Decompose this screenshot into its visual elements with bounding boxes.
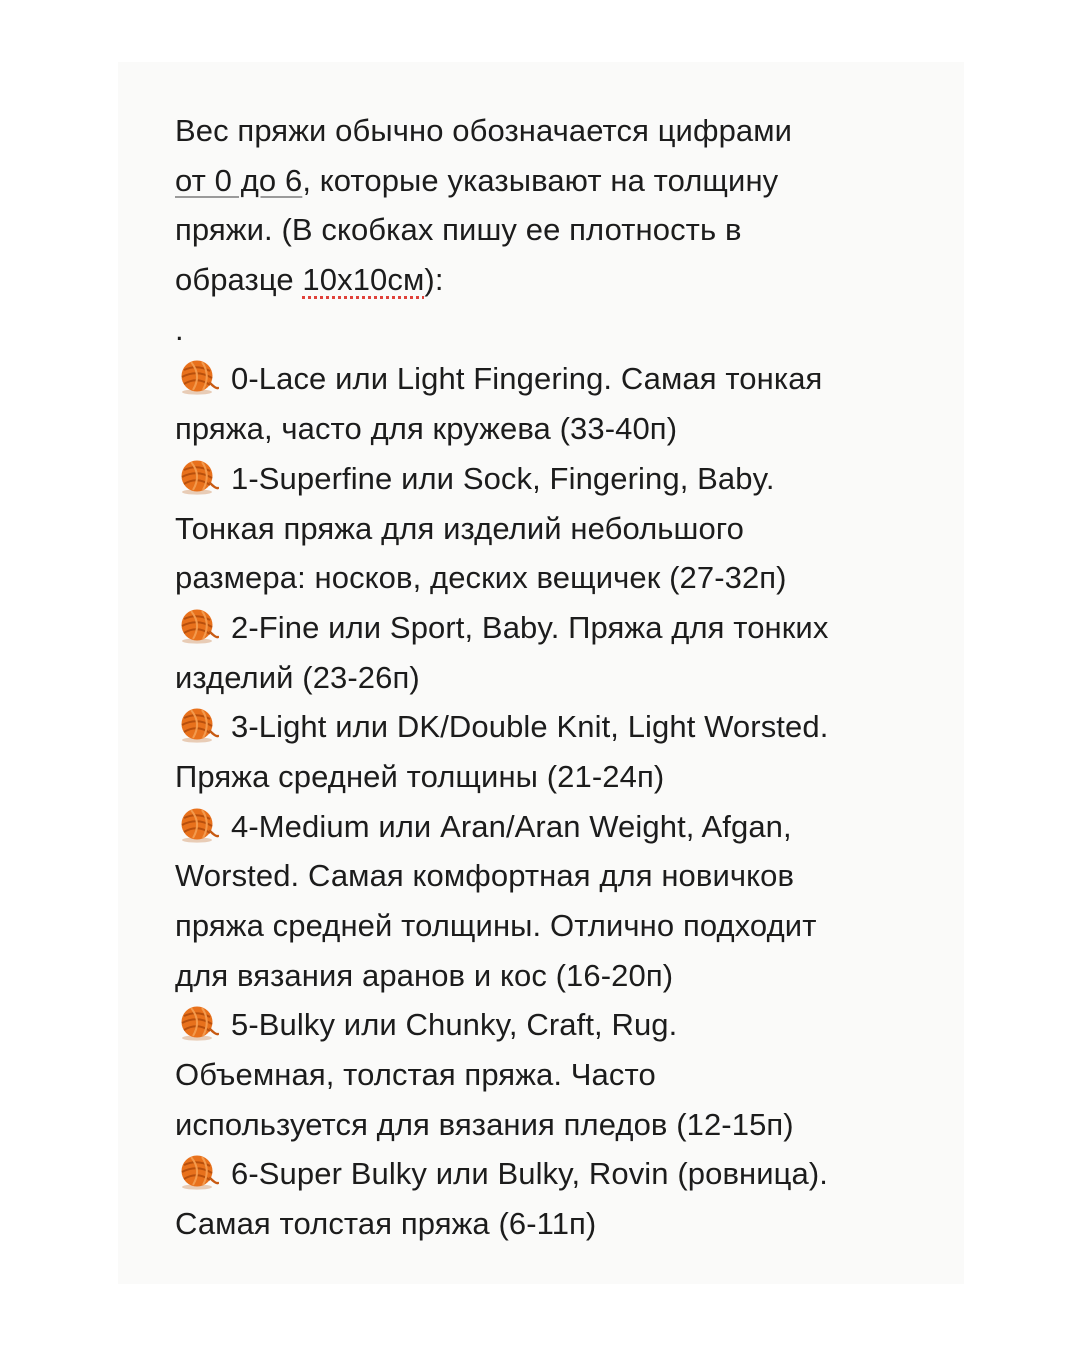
intro-line-5: .	[175, 311, 184, 347]
yarn-ball-icon	[175, 459, 219, 495]
intro-line-4	[175, 255, 935, 305]
list-item-cont: Тонкая пряжа для изделий небольшого	[175, 510, 744, 546]
list-item: 4-Medium или Aran/Aran Weight, Afgan,	[175, 802, 935, 852]
spellcheck-word[interactable]: 10х10см	[302, 262, 425, 298]
note-text	[175, 106, 935, 1249]
list-item: 6-Super Bulky или Bulky, Rovin (ровница).	[175, 1149, 935, 1199]
list-item-cont: Объемная, толстая пряжа. Часто	[175, 1057, 656, 1093]
intro-line-4-pre: образце	[175, 262, 303, 298]
list-item-cont: пряжа, часто для кружева (33-40п)	[175, 411, 678, 447]
yarn-ball-icon	[175, 807, 219, 843]
list-item: 1-Superfine или Sock, Fingering, Baby.	[175, 454, 935, 504]
intro-line-2	[175, 156, 935, 206]
list-item-cont: Пряжа средней толщины (21-24п)	[175, 758, 665, 794]
list-item-cont: для вязания аранов и кос (16-20п)	[175, 957, 674, 993]
list-item: 2-Fine или Sport, Baby. Пряжа для тонких	[175, 603, 935, 653]
yarn-ball-icon	[175, 359, 219, 395]
intro-line-4-post: ):	[424, 262, 444, 298]
list-item: 5-Bulky или Chunky, Craft, Rug.	[175, 1000, 935, 1050]
list-item: 0-Lace или Light Fingering. Самая тонкая	[175, 354, 935, 404]
list-item-cont: размера: носков, деских вещичек (27-32п)	[175, 560, 787, 596]
intro-line-1: Вес пряжи обычно обозначается цифрами	[175, 113, 793, 148]
range-link[interactable]: от 0 до 6	[175, 162, 303, 198]
intro-line-3: пряжи. (В скобках пишу ее плотность в	[175, 212, 742, 248]
list-item-cont: Worsted. Самая комфортная для новичков	[175, 858, 795, 894]
yarn-ball-icon	[175, 707, 219, 743]
list-item: 3-Light или DK/Double Knit, Light Worsted.	[175, 702, 935, 752]
list-item-cont: изделий (23-26п)	[175, 659, 420, 695]
list-item-cont: используется для вязания пледов (12-15п)	[175, 1106, 794, 1142]
list-item-cont: пряжа средней толщины. Отлично подходит	[175, 908, 817, 943]
yarn-ball-icon	[175, 1154, 219, 1190]
intro-line-2-rest: , которые указывают на толщину	[302, 162, 779, 198]
yarn-ball-icon	[175, 1005, 219, 1041]
yarn-ball-icon	[175, 608, 219, 644]
list-item-cont: Самая толстая пряжа (6-11п)	[175, 1206, 597, 1242]
